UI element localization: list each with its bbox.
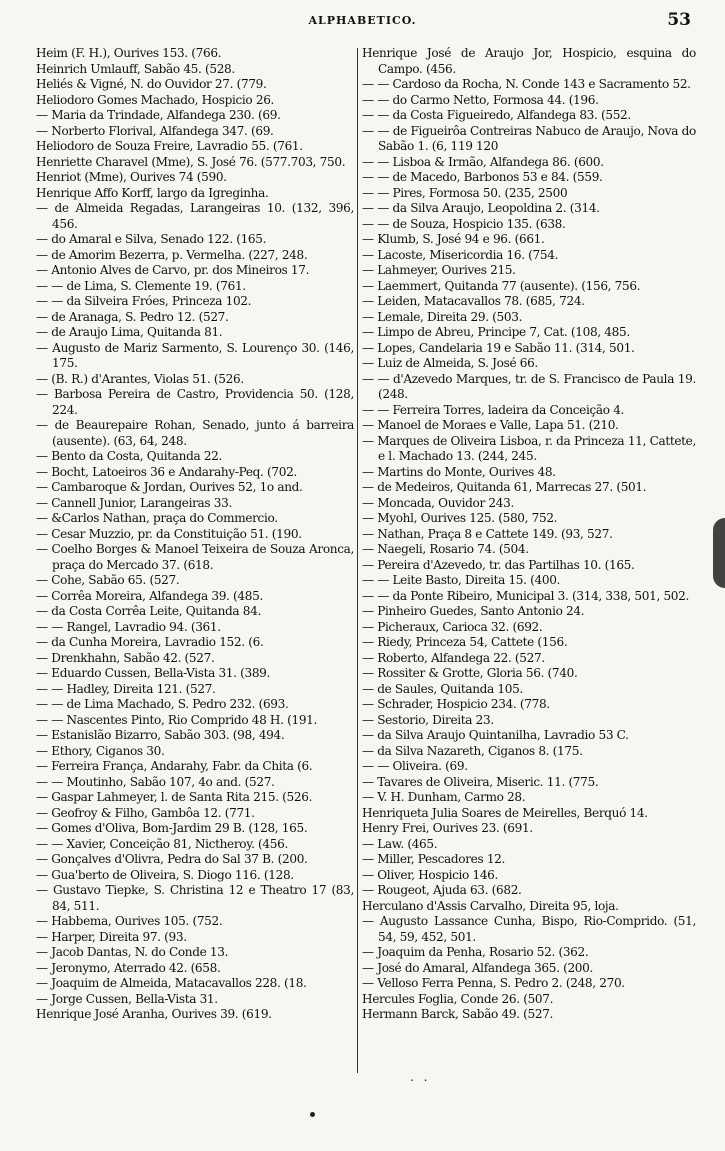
directory-entry: — Martins do Monte, Ourives 48. xyxy=(362,464,556,479)
directory-entry: — Sestorio, Direita 23. xyxy=(362,712,494,727)
directory-entry: — Leiden, Matacavallos 78. (685, 724. xyxy=(362,294,585,308)
directory-entry: — Jacob Dantas, N. do Conde 13. xyxy=(36,945,229,959)
directory-entry: — — Ferreira Torres, ladeira da Conceição 4. xyxy=(362,402,625,417)
directory-entry: — — de Lima Machado, S. Pedro 232. (693. xyxy=(36,697,289,711)
directory-entry: — Manoel de Moraes e Valle, Lapa 51. (210. xyxy=(362,418,619,432)
directory-entry: — — da Costa Figueiredo, Alfandega 83. (552. xyxy=(362,108,631,122)
directory-entry: — Cesar Muzzio, pr. da Constituição 51. (190. xyxy=(36,526,302,541)
directory-entry: — — Xavier, Conceição 81, Nictheroy. (456. xyxy=(36,836,288,851)
directory-entry: — Gonçalves d'Olivra, Pedra do Sal 37 B. (200. xyxy=(36,852,308,866)
directory-entry: — — d'Azevedo Marques, tr. de S. Francisco de Paula 19. (248. xyxy=(362,371,696,401)
column-divider xyxy=(357,48,358,1073)
directory-entry: — Pinheiro Guedes, Santo Antonio 24. xyxy=(362,604,585,618)
directory-entry: — — da Silveira Fróes, Princeza 102. xyxy=(36,294,252,308)
directory-entry: Heliés & Vigné, N. do Ouvidor 27. (779. xyxy=(36,77,267,91)
directory-entry: — Cambaroque & Jordan, Ourives 52, 1o and. xyxy=(36,480,303,494)
directory-entry: — da Costa Corrêa Leite, Quitanda 84. xyxy=(36,604,261,618)
directory-entry: — — Hadley, Direita 121. (527. xyxy=(36,681,216,696)
page-header xyxy=(0,8,725,34)
directory-entry: — Joaquim da Penha, Rosario 52. (362. xyxy=(362,945,589,959)
directory-entry: — Bento da Costa, Quitanda 22. xyxy=(36,449,223,463)
directory-entry: — — do Carmo Netto, Formosa 44. (196. xyxy=(362,92,599,107)
directory-entry: Henry Frei, Ourives 23. (691. xyxy=(362,821,533,835)
directory-entry: — Antonio Alves de Carvo, pr. dos Mineiros 17. xyxy=(36,263,310,277)
directory-entry: — — da Silva Araujo, Leopoldina 2. (314. xyxy=(362,201,600,215)
page-number: 53 xyxy=(667,10,691,30)
right-column xyxy=(362,46,696,1096)
directory-entry: — — da Ponte Ribeiro, Municipal 3. (314, 338, 501, 502. xyxy=(362,588,689,603)
directory-entry: — Law. (465. xyxy=(362,836,438,851)
directory-entry: — José do Amaral, Alfandega 365. (200. xyxy=(362,960,593,975)
directory-entry: — Gua'berto de Oliveira, S. Diogo 116. (128. xyxy=(36,867,294,882)
directory-entry: — Limpo de Abreu, Principe 7, Cat. (108, 485. xyxy=(362,325,630,339)
directory-entry: Herculano d'Assis Carvalho, Direita 95, loja. xyxy=(362,898,619,913)
directory-entry: — Lemale, Direita 29. (503. xyxy=(362,309,523,324)
directory-entry: — Miller, Pescadores 12. xyxy=(362,852,506,866)
directory-entry: — Cannell Junior, Larangeiras 33. xyxy=(36,495,232,510)
directory-entry: — Lacoste, Misericordia 16. (754. xyxy=(362,247,559,262)
directory-entry: — Barbosa Pereira de Castro, Providencia 50. (128, 224. xyxy=(36,387,354,417)
directory-entry: — Eduardo Cussen, Bella-Vista 31. (389. xyxy=(36,666,271,680)
directory-entry: — Estanislão Bizarro, Sabão 303. (98, 494. xyxy=(36,728,285,742)
directory-entry: — Lahmeyer, Ourives 215. xyxy=(362,263,516,277)
directory-entry: — Bocht, Latoeiros 36 e Andarahy-Peq. (702. xyxy=(36,464,297,479)
directory-entry: — — Nascentes Pinto, Rio Comprido 48 H. (191. xyxy=(36,712,318,727)
directory-entry: — de Medeiros, Quitanda 61, Marrecas 27. (501. xyxy=(362,480,647,494)
running-title: ALPHABETICO. xyxy=(308,14,417,27)
directory-entry: — Rougeot, Ajuda 63. (682. xyxy=(362,883,522,897)
directory-entry: — Augusto Lassance Cunha, Bispo, Rio-Comprido. (51, 54, 59, 452, 501. xyxy=(362,914,696,944)
directory-entry: — Nathan, Praça 8 e Cattete 149. (93, 527. xyxy=(362,526,613,541)
directory-entry: — Picheraux, Carioca 32. (692. xyxy=(362,619,543,634)
directory-entry: — Klumb, S. José 94 e 96. (661. xyxy=(362,232,545,246)
directory-entry: — de Amorim Bezerra, p. Vermelha. (227, 248. xyxy=(36,247,308,262)
directory-entry: — Gaspar Lahmeyer, l. de Santa Rita 215. (526. xyxy=(36,790,313,804)
directory-entry: — Velloso Ferra Penna, S. Pedro 2. (248, 270. xyxy=(362,976,625,990)
directory-entry: — — Lisboa & Irmão, Alfandega 86. (600. xyxy=(362,154,604,169)
directory-entry: — Maria da Trindade, Alfandega 230. (69. xyxy=(36,108,281,122)
directory-entry: — Jorge Cussen, Bella-Vista 31. xyxy=(36,991,218,1006)
directory-entry: — de Beaurepaire Rohan, Senado, junto á barreira (ausente). (63, 64, 248. xyxy=(36,418,354,448)
directory-entry: — Jeronymo, Aterrado 42. (658. xyxy=(36,960,221,975)
directory-entry: — Rossiter & Grotte, Gloria 56. (740. xyxy=(362,666,578,680)
directory-entry: — de Aranaga, S. Pedro 12. (527. xyxy=(36,309,229,324)
directory-entry: — da Silva Nazareth, Ciganos 8. (175. xyxy=(362,743,583,758)
directory-entry: — de Almeida Regadas, Larangeiras 10. (132, 396, 456. xyxy=(36,201,354,231)
directory-entry: Henrique José Aranha, Ourives 39. (619. xyxy=(36,1007,272,1021)
directory-entry: — Schrader, Hospicio 234. (778. xyxy=(362,697,550,711)
directory-entry: — Joaquim de Almeida, Matacavallos 228. (18. xyxy=(36,976,307,990)
directory-entry: Heliodoro Gomes Machado, Hospicio 26. xyxy=(36,92,275,107)
directory-entry: — Augusto de Mariz Sarmento, S. Lourenço 30. (146, 175. xyxy=(36,340,354,370)
directory-entry: — — Pires, Formosa 50. (235, 2500 xyxy=(362,185,568,200)
directory-entry: — — Moutinho, Sabão 107, 4o and. (527. xyxy=(36,774,275,789)
directory-entry: — Marques de Oliveira Lisboa, r. da Princeza 11, Cattete, e l. Machado 13. (244, 245. xyxy=(362,433,696,463)
page-edge-blot xyxy=(713,518,725,588)
directory-entry: — — de Lima, S. Clemente 19. (761. xyxy=(36,278,246,293)
directory-entry: Heinrich Umlauff, Sabão 45. (528. xyxy=(36,61,235,76)
directory-entry: — Drenkhahn, Sabão 42. (527. xyxy=(36,650,215,665)
directory-entry: — — de Souza, Hospicio 135. (638. xyxy=(362,216,566,231)
directory-entry: — Gustavo Tiepke, S. Christina 12 e Theatro 17 (83, 84, 511. xyxy=(36,883,354,913)
directory-entry: — Harper, Direita 97. (93. xyxy=(36,929,187,944)
directory-entry: — Ethory, Ciganos 30. xyxy=(36,743,165,758)
directory-entry: — Norberto Florival, Alfandega 347. (69. xyxy=(36,123,274,138)
directory-entry: — Laemmert, Quitanda 77 (ausente). (156, 756. xyxy=(362,278,641,293)
directory-entry: — Pereira d'Azevedo, tr. das Partilhas 10. (165. xyxy=(362,557,635,572)
directory-entry: — Roberto, Alfandega 22. (527. xyxy=(362,650,545,665)
directory-entry: — Riedy, Princeza 54, Cattete (156. xyxy=(362,635,568,649)
directory-entry: — — de Macedo, Barbonos 53 e 84. (559. xyxy=(362,170,603,184)
directory-entry: Hermann Barck, Sabão 49. (527. xyxy=(362,1007,554,1021)
directory-entry: Henriot (Mme), Ourives 74 (590. xyxy=(36,170,227,184)
directory-entry: — Moncada, Ouvidor 243. xyxy=(362,495,514,510)
directory-entry: — &Carlos Nathan, praça do Commercio. xyxy=(36,511,278,525)
directory-entry: — da Cunha Moreira, Lavradio 152. (6. xyxy=(36,635,264,649)
directory-entry: — Luiz de Almeida, S. José 66. xyxy=(362,356,538,370)
directory-entry: — Habbema, Ourives 105. (752. xyxy=(36,914,223,928)
directory-entry: Henriette Charavel (Mme), S. José 76. (577.703, 750. xyxy=(36,154,346,169)
directory-entry: — da Silva Araujo Quintanilha, Lavradio 53 C. xyxy=(362,728,629,742)
directory-entry: — Myohl, Ourives 125. (580, 752. xyxy=(362,511,558,525)
directory-entry: — — Leite Basto, Direita 15. (400. xyxy=(362,573,561,587)
directory-entry: — do Amaral e Silva, Senado 122. (165. xyxy=(36,232,267,246)
directory-entry: — Oliver, Hospicio 146. xyxy=(362,867,499,882)
directory-entry: — de Saules, Quitanda 105. xyxy=(362,681,523,696)
directory-entry: — Naegeli, Rosario 74. (504. xyxy=(362,542,529,556)
directory-entry: — — Rangel, Lavradio 94. (361. xyxy=(36,619,221,634)
directory-entry: Heliodoro de Souza Freire, Lavradio 55. (761. xyxy=(36,139,303,153)
directory-entry: — — de Figueirôa Contreiras Nabuco de Araujo, Nova do Sabão 1. (6, 119 120 xyxy=(362,123,696,153)
directory-entry: Henriqueta Julia Soares de Meirelles, Berquó 14. xyxy=(362,805,648,820)
directory-entry: — Lopes, Candelaria 19 e Sabão 11. (314, 501. xyxy=(362,340,635,355)
directory-entry: — Gomes d'Oliva, Bom-Jardim 29 B. (128, 165. xyxy=(36,821,308,835)
directory-entry: Henrique Affo Korff, largo da Igreginha. xyxy=(36,185,269,200)
directory-entry: — — Cardoso da Rocha, N. Conde 143 e Sacramento 52. xyxy=(362,77,691,91)
directory-entry: — Corrêa Moreira, Alfandega 39. (485. xyxy=(36,588,263,603)
directory-entry: — V. H. Dunham, Carmo 28. xyxy=(362,790,526,804)
ink-dot xyxy=(310,1112,315,1117)
directory-entry: — Cohe, Sabão 65. (527. xyxy=(36,573,180,587)
directory-entry: — (B. R.) d'Arantes, Violas 51. (526. xyxy=(36,371,244,386)
directory-entry: — de Araujo Lima, Quitanda 81. xyxy=(36,325,223,339)
directory-entry: Hercules Foglia, Conde 26. (507. xyxy=(362,991,554,1006)
directory-entry: Heim (F. H.), Ourives 153. (766. xyxy=(36,46,222,60)
directory-entry: — Tavares de Oliveira, Miseric. 11. (775. xyxy=(362,774,599,789)
directory-entry: — Coelho Borges & Manoel Teixeira de Souza Aronca, praça do Mercado 37. (618. xyxy=(36,542,354,572)
directory-entry: — Ferreira França, Andarahy, Fabr. da Chita (6. xyxy=(36,759,313,773)
directory-entry: — — Oliveira. (69. xyxy=(362,759,468,773)
footer-mark: . . xyxy=(410,1070,431,1084)
directory-entry: Henrique José de Araujo Jor, Hospicio, esquina do Campo. (456. xyxy=(362,46,696,76)
left-column xyxy=(36,46,354,1096)
directory-entry: — Geofroy & Filho, Gambôa 12. (771. xyxy=(36,805,255,820)
